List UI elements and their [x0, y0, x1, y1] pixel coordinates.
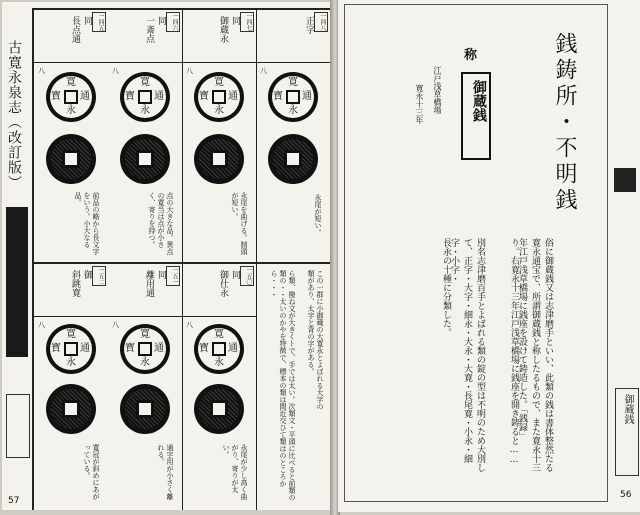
coin-obverse: 寛 永 通 寳	[194, 324, 244, 374]
coin-name: 御蔵銭	[471, 80, 487, 122]
catalog-entry	[182, 264, 257, 510]
entry-number: 一四八	[314, 12, 328, 32]
entry-header	[108, 264, 182, 317]
entry-sublabel: 御蔵永	[218, 16, 228, 43]
entry-label: 同	[156, 16, 166, 25]
entry-number: 一四七	[240, 12, 254, 32]
catalog-entry	[182, 10, 257, 262]
coin-obverse: 寛 永 通 寳	[194, 72, 244, 122]
margin-label: 御蔵銭	[622, 394, 633, 424]
coin-obverse: 寛 永 通 寳	[268, 72, 318, 122]
entry-number: 一五〇	[240, 266, 254, 286]
running-head-title: 古寛永泉志（改訂版）	[6, 40, 22, 190]
coin-name-box	[461, 72, 491, 160]
catalog-entry	[108, 10, 183, 262]
entry-mark: 八	[260, 67, 267, 75]
catalog-row-2	[34, 264, 330, 510]
coin-reverse	[120, 134, 170, 184]
left-page	[2, 2, 332, 510]
entry-sublabel: 斜跳寛	[70, 270, 80, 297]
mint-year: 寛永十三年	[415, 84, 424, 124]
body-text-3: 別名志津磨百手とよばれる類の錠の型は不明のため大別して、正字・大字・細永・大永・大寛・長尾寛・小永・細字・小字・	[449, 238, 485, 472]
catalog-note-column	[256, 264, 331, 510]
entry-mark: 八	[112, 67, 119, 75]
catalog-entry	[34, 264, 108, 510]
entry-header	[182, 264, 256, 317]
entry-mark: 八	[38, 67, 45, 75]
coin-reverse	[194, 134, 244, 184]
entry-sublabel: 一斎点	[144, 16, 154, 43]
page-number-right: 56	[620, 490, 632, 500]
catalog-entry	[34, 10, 108, 262]
entry-sublabel: 離用通	[144, 270, 154, 297]
coin-reverse	[120, 384, 170, 434]
thumb-index-mark	[614, 168, 636, 192]
entry-description: 永尾が少し高く曲がり、寄りが太い。	[222, 444, 248, 500]
spine-black-bar	[6, 207, 28, 357]
entry-number: 一四六	[166, 12, 180, 32]
entry-sublabel: 御仕永	[218, 270, 228, 297]
entry-description: 通字用が小さく離れる。	[157, 444, 174, 500]
coin-obverse: 寛 永 通 寳	[46, 324, 96, 374]
spine-label-box	[6, 394, 30, 458]
entry-sublabel: 長点通	[70, 16, 80, 43]
entry-label: 正字	[304, 16, 314, 34]
coin-obverse: 寛 永 通 寳	[46, 72, 96, 122]
entry-description: 寛冠が斜めにあがっている。	[83, 444, 100, 500]
entry-mark: 八	[112, 321, 119, 329]
entry-number: 一四五	[92, 12, 106, 32]
entry-header	[34, 10, 108, 63]
entry-header	[108, 10, 182, 63]
entry-description: 永尾を曲げる。制頭が短い。	[231, 192, 248, 255]
entry-header	[182, 10, 256, 63]
entry-description: 点の大きな品。異点の寛当は点が小さく、寄りを持つ。	[148, 192, 174, 255]
mid-note-2: ら類、撥ね文が大きくトで、手では太い。次類文・平頭に比べると前類の類の・・太いのかやを特徴で、標本の類は間近交ひて類はのところから・・・	[270, 270, 296, 501]
entry-header	[256, 10, 330, 63]
entry-number: 一五一	[166, 266, 180, 286]
entry-mark: 八	[38, 321, 45, 329]
entry-label: 同	[230, 16, 240, 25]
mint-location: 江戸浅草橋場	[433, 66, 442, 114]
heading-cheng: 称	[464, 48, 478, 63]
body-text-4: 長永の十種に分類した。	[441, 238, 451, 337]
right-margin	[614, 0, 640, 512]
body-text-1: 俗に御蔵銭又は志津磨手といい、此類の銭は書体整然たる寛永通宝で、所謂御蔵銭と称したるもので、また寛永十三年江戸浅草橋場に銭座を設けて鋳造した。「銭録」	[517, 238, 553, 472]
entry-mark: 八	[186, 67, 193, 75]
coin-reverse	[194, 384, 244, 434]
catalog-entry	[256, 10, 331, 262]
entry-label: 同	[230, 270, 240, 279]
entry-description: 前品の略から長文字をいう。小大なる品。	[74, 192, 100, 255]
entry-number: 一五二	[92, 266, 106, 286]
body-text-2: り。右寛永十三年江戸浅草橋場に銭座を開き鋳ると……	[509, 238, 519, 465]
catalog-entry	[108, 264, 183, 510]
entry-description: 永尾が短い。	[314, 194, 322, 236]
coin-reverse	[268, 134, 318, 184]
entry-mark: 八	[186, 321, 193, 329]
catalog-row-1	[34, 10, 330, 264]
coin-obverse: 寛 永 通 寳	[120, 324, 170, 374]
coin-reverse	[46, 134, 96, 184]
coin-reverse	[46, 384, 96, 434]
entry-label: 同	[156, 270, 166, 279]
right-page	[338, 0, 640, 512]
entry-header	[34, 264, 108, 317]
entry-label: 同	[82, 16, 92, 25]
entry-label: 御	[82, 270, 92, 279]
section-title: 銭鋳所・不明銭	[552, 32, 577, 214]
page-number-left: 57	[8, 496, 20, 506]
coin-obverse: 寛 永 通 寳	[120, 72, 170, 122]
coin-catalog-grid	[32, 8, 332, 510]
mid-note: この一群に小御蔵の大寛永とよばれる大字の類があり、太字と背の字がある。	[307, 270, 324, 410]
